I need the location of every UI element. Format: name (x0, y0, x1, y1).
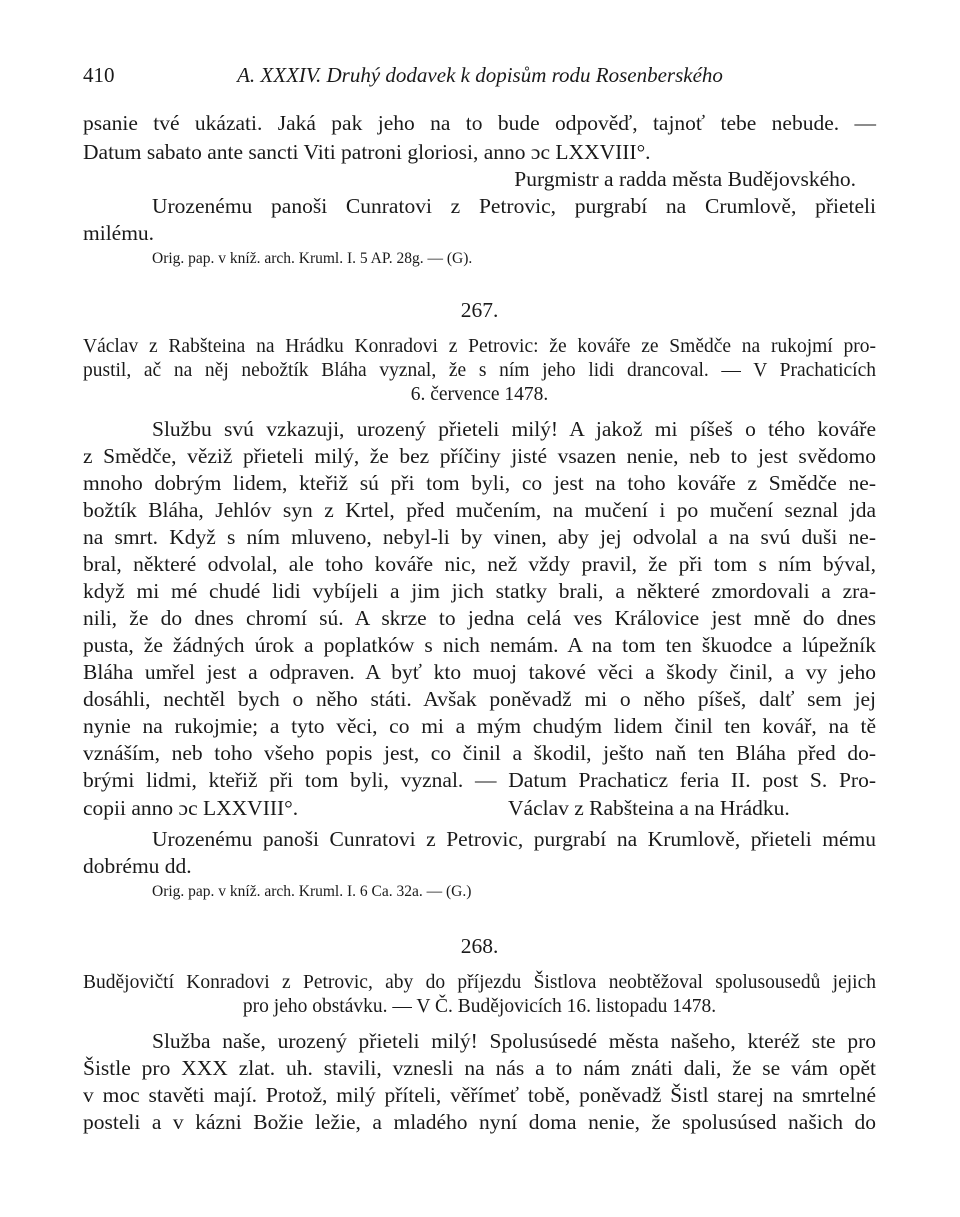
page-number: 410 (83, 63, 115, 87)
document-number: 267. (460, 298, 499, 322)
body-line: mnoho dobrým lidem, kteřiž sú při tom byli, co jest na toho kováře z Smědče ne- (83, 471, 876, 495)
body-line: brými lidmi, kteřiž při tom byli, vyznal. — Datum Prachaticz feria II. post S. Pro- (83, 768, 876, 792)
signature: Václav z Rabšteina a na Hrádku. (508, 796, 790, 820)
body-line: z Smědče, věziž přieteli milý, že bez příčiny jisté vsazen nenie, neb to jest svědomo (83, 444, 876, 468)
body-line: vznáším, neb toho všeho popis jest, co činil a škodil, ješto naň ten Bláha před do- (83, 741, 876, 765)
source-note: Orig. pap. v kníž. arch. Kruml. I. 5 AP. 28g. — (G). (152, 250, 473, 267)
text-line: psanie tvé ukázati. Jaká pak jeho na to bude odpověď, tajnoť tebe nebude. — (83, 111, 876, 135)
document-number: 268. (460, 934, 499, 958)
body-line: na smrt. Když s ním mluveno, nebyl-li by vinen, aby jej odvolal a na svú duši ne- (83, 525, 876, 549)
address-line: milému. (83, 221, 155, 245)
body-line: v moc stavěti mají. Protož, milý příteli, věřímeť tobě, poněvadž Šistl starej na smrtelné (83, 1083, 876, 1107)
body-line: bral, některé odvolal, ale toho kováře nic, než vždy pravil, že při tom s ním býval, (83, 552, 876, 576)
body-line: Služba naše, urozený přieteli milý! Spolusúsedé města našeho, kteréž ste pro (152, 1029, 876, 1053)
body-line: když mi mé chudé lidi vybíjeli a jim jich statky brali, a některé zmordovali a zra- (83, 579, 876, 603)
running-title: A. XXXIV. Druhý dodavek k dopisům rodu Rosenberského (237, 63, 723, 87)
body-line: pusta, že žádných úrok a poplatków s nich nemám. A na tom ten škuodce a lúpežník (83, 633, 876, 657)
body-line: nili, že do dnes chromí sú. A skrze to jedna celá ves Královice jest mně do dnes (83, 606, 876, 630)
body-line: dosáhli, nechtěl bych o něho státi. Avšak poněvadž mi o něho píšeš, dalť sem jej (83, 687, 876, 711)
summary-line: Budějovičtí Konradovi z Petrovic, aby do příjezdu Šistlova neobtěžoval spolusousedů jejich (83, 972, 876, 993)
text-line: Datum sabato ante sancti Viti patroni gloriosi, anno ɔc LXXVIII°. (83, 140, 651, 164)
summary-line: pustil, ač na něj nebožtík Bláha vyznal, že s ním jeho lidi drancoval. — V Prachaticích (83, 360, 876, 381)
summary-line: Václav z Rabšteina na Hrádku Konradovi z Petrovic: že kováře ze Smědče na rukojmí pro- (83, 336, 876, 357)
source-note: Orig. pap. v kníž. arch. Kruml. I. 6 Ca. 32a. — (G.) (152, 883, 472, 900)
summary-line: pro jeho obstávku. — V Č. Budějovicích 16. listopadu 1478. (242, 996, 717, 1017)
signature: Purgmistr a radda města Budějovského. (514, 167, 856, 191)
address-line: Urozenému panoši Cunratovi z Petrovic, purgrabí na Crumlově, přieteli (152, 194, 876, 218)
summary-line: 6. července 1478. (410, 384, 549, 405)
body-line: nynie na rukojmie; a tyto věci, co mi a mým chudým lidem činil ten kovář, na tě (83, 714, 876, 738)
body-line: božtík Bláha, Jehlóv syn z Krtel, před mučením, na mučení i po mučení seznal jda (83, 498, 876, 522)
body-line: Službu svú vzkazuji, urozený přieteli milý! A jakož mi píšeš o tého kováře (152, 417, 876, 441)
address-line: dobrému dd. (83, 854, 192, 878)
body-line: Šistle pro XXX zlat. uh. stavili, vznesli na nás a to nám znáti dali, že se vám opět (83, 1056, 876, 1080)
body-line: Bláha umřel jest a odpraven. A byť kto muoj takové věci a škody činil, a vy jeho (83, 660, 876, 684)
body-line: posteli a v kázni Božie ležie, a mladého nyní doma nenie, že spolusúsed našich do (83, 1110, 876, 1134)
body-line: copii anno ɔc LXXVIII°. (83, 796, 299, 820)
address-line: Urozenému panoši Cunratovi z Petrovic, purgrabí na Krumlově, přieteli mému (152, 827, 876, 851)
